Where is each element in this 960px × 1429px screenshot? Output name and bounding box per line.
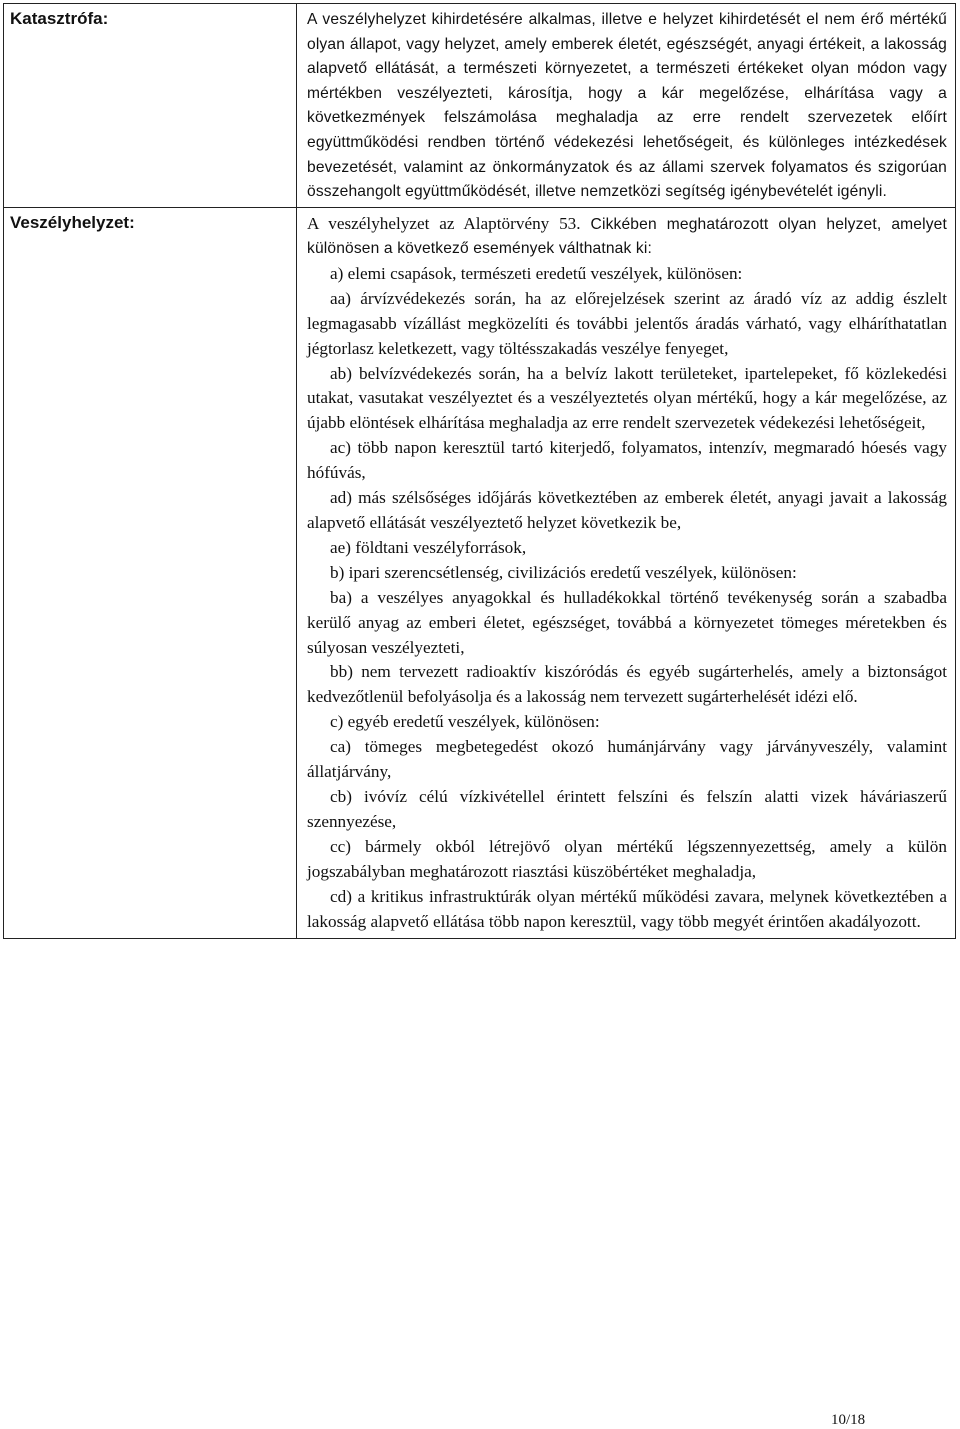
list-item: a) elemi csapások, természeti eredetű veszélyek, különösen: (330, 263, 743, 283)
intro-sans-part: Cikkében meghatározott olyan helyzet, amelyet különösen a következő események válthatnak ki: (307, 215, 947, 258)
term-cell (4, 4, 297, 208)
definitions-table (3, 3, 956, 939)
list-item: ad) más szélsőséges időjárás következtében az emberek életét, anyagi javait a lakosság alapvető ellátását veszélyeztető helyzet következik be, (307, 488, 947, 532)
term-cell (4, 207, 297, 939)
list-item: cd) a kritikus infrastruktúrák olyan mértékű működési zavara, melynek következtében a lakosság alapvető ellátása több napon keresztül, vagy több megyét érintően akadályozott. (307, 886, 947, 931)
term-label: Veszélyhelyzet: (10, 212, 135, 232)
list-item: ac) több napon keresztül tartó kiterjedő, folyamatos, intenzív, megmaradó hóesés vagy hófúvás, (307, 438, 947, 483)
list-item: ba) a veszélyes anyagokkal és hulladékokkal történő tevékenység során a szabadba kerülő anyag az emberi életet, egészséget, továbbá a környezetet tömeges méretekben és súlyosan veszélyezteti, (307, 587, 947, 657)
definition-row-katasztrofa (4, 4, 956, 208)
list-item: c) egyéb eredetű veszélyek, különösen: (330, 712, 600, 732)
list-item: ca) tömeges megbetegedést okozó humánjárvány vagy járványveszély, valamint állatjárvány, (307, 737, 947, 782)
term-label: Katasztrófa: (10, 9, 109, 28)
definition-cell (297, 207, 956, 939)
list-item: ae) földtani veszélyforrások, (330, 537, 527, 557)
page-number: 10/18 (831, 1412, 866, 1428)
definition-cell (297, 4, 956, 208)
definition-intro (307, 212, 947, 262)
list-item: ab) belvízvédekezés során, ha a belvíz lakott területeket, ipartelepeket, fő közlekedési utakat, vasutakat veszélyeztet és a veszélyeztetés olyan mértékű, hogy a kár megelőzése, az újabb elöntések elhárítása meghaladja az erre rendelt szervezetek védekezési lehetőségeit, (307, 363, 947, 433)
intro-serif-part: A veszélyhelyzet az Alaptörvény 53. (307, 213, 581, 233)
list-item: b) ipari szerencsétlenség, civilizációs eredetű veszélyek, különösen: (330, 562, 797, 582)
list-item: cc) bármely okból létrejövő olyan mértékű légszennyezettség, amely a külön jogszabályban meghatározott riasztási küszöbértéket meghaladja, (307, 836, 947, 881)
list-item: bb) nem tervezett radioaktív kiszóródás és egyéb sugárterhelés, amely a biztonságot kedvezőtlenül befolyásolja és a lakosság nem tervezett sugárterhelését idézi elő. (307, 662, 947, 707)
definition-paragraph: A veszélyhelyzet kihirdetésére alkalmas, illetve e helyzet kihirdetését el nem érő mértékű olyan állapot, vagy helyzet, amely emberek életét, egészségét, anyagi értékeit, a lakosság alapvető ellátását, a természeti környezetet, a természeti értékeket olyan módon vagy mértékben veszélyezteti, károsítja, hogy a kár megelőzése, elhárítása vagy a következmények felszámolása meghaladja az erre rendelt szervezetek előírt együttműködési rendben történő védekezési lehetőségeit, és különleges intézkedések bevezetését, valamint az önkormányzatok és az állami szervek folyamatos és szigorúan összehangolt együttműködését, illetve nemzetközi segítség igénybevételét igényli. (307, 11, 947, 201)
definition-row-veszelyhelyzet (4, 207, 956, 939)
list-item: cb) ivóvíz célú vízkivétellel érintett felszíni és felszín alatti vizek háváriaszerű szennyezése, (307, 786, 947, 831)
list-item: aa) árvízvédekezés során, ha az előrejelzések szerint az áradó víz az addig észlelt legmagasabb vízállást megközelíti és további jelentős áradás várható, vagy elháríthatatlan jégtorlasz keletkezett, vagy töltésszakadás veszélye fenyeget, (307, 288, 947, 358)
